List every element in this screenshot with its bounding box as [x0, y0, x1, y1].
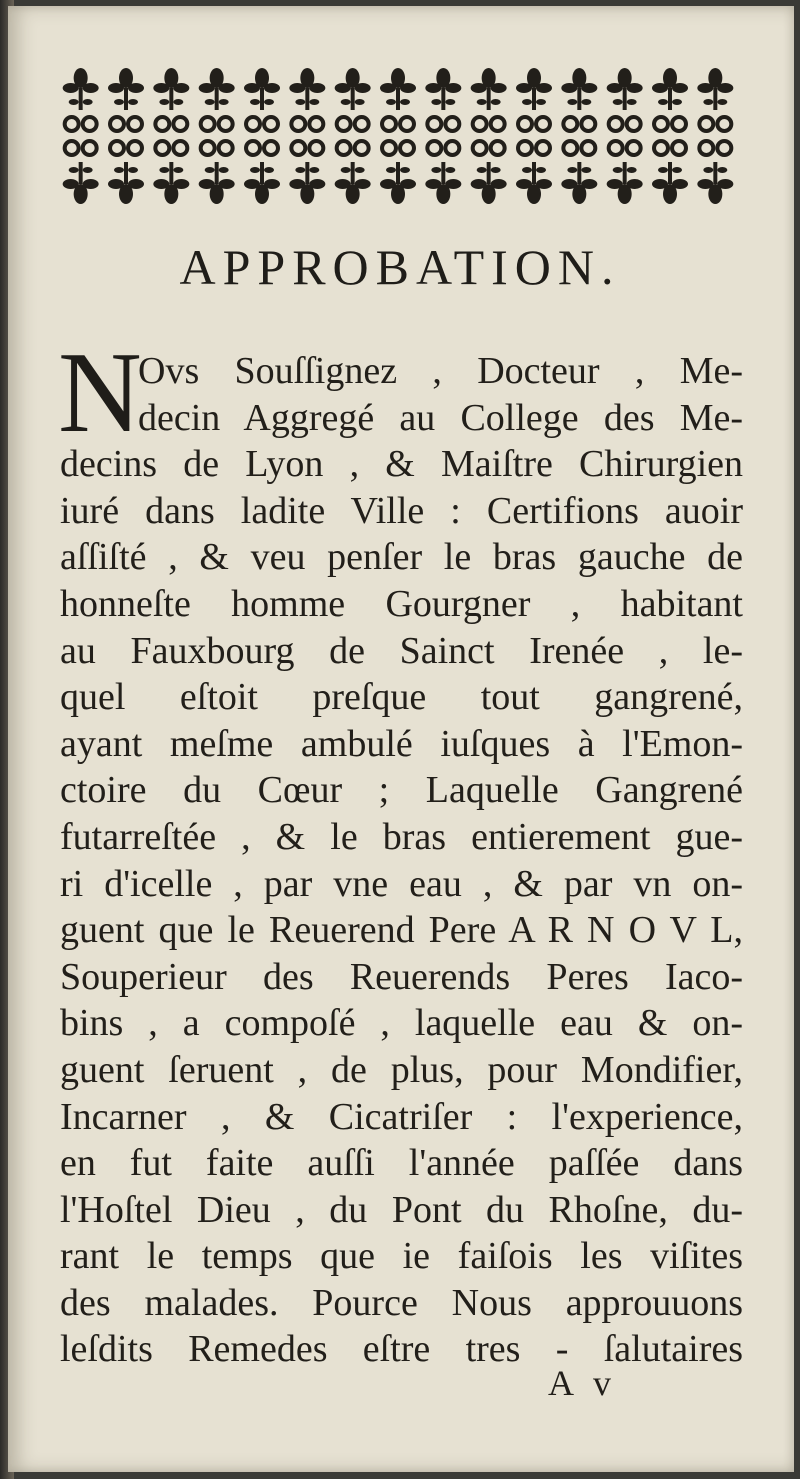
text-line: bins , a compoſé , laquelle eau & on- — [60, 1002, 743, 1045]
fleuron-mark — [561, 162, 597, 204]
text-line: futarreſtée , & le bras entierement gue- — [60, 815, 743, 858]
text-line: Incarner , & Cicatriſer : l'experience, — [60, 1095, 743, 1138]
fleuron-mark — [425, 162, 461, 204]
text-line: Ovs Souſſignez , Docteur , Me- — [138, 350, 743, 392]
fleuron-mark — [289, 162, 325, 204]
approbation-text — [60, 348, 743, 1373]
text-line: iuré dans ladite Ville : Certifions auoir — [60, 489, 743, 532]
scroll-mark — [654, 141, 686, 155]
scroll-mark — [382, 117, 414, 131]
scroll-mark — [563, 141, 595, 155]
scroll-mark — [337, 141, 369, 155]
scroll-mark — [382, 141, 414, 155]
fleuron-mark — [244, 68, 280, 110]
drop-capital: N — [58, 329, 142, 457]
scroll-mark — [155, 141, 187, 155]
scroll-mark — [110, 117, 142, 131]
scroll-mark — [291, 141, 323, 155]
fleuron-mark — [652, 162, 688, 204]
fleuron-mark — [108, 68, 144, 110]
text-line: guent que le Reuerend Pere A R N O V L, — [60, 909, 743, 952]
fleuron-mark — [289, 68, 325, 110]
scroll-mark — [246, 141, 278, 155]
text-line: ctoire du Cœur ; Laquelle Gangrené — [60, 769, 743, 812]
scroll-mark — [563, 117, 595, 131]
fleuron-mark — [516, 68, 552, 110]
text-line: au Fauxbourg de Sainct Irenée , le- — [60, 629, 743, 672]
fleuron-mark — [607, 162, 643, 204]
fleuron-mark — [471, 162, 507, 204]
fleuron-mark — [199, 162, 235, 204]
scroll-mark — [427, 117, 459, 131]
page-title: APPROBATION. — [179, 239, 621, 295]
fleuron-mark — [425, 68, 461, 110]
scroll-mark — [699, 141, 731, 155]
text-line: Souperieur des Reuerends Peres Iaco- — [60, 955, 743, 998]
catchword-signature: A v — [548, 1363, 618, 1403]
fleuron-mark — [199, 68, 235, 110]
scroll-mark — [518, 117, 550, 131]
scroll-mark — [155, 117, 187, 131]
scroll-mark — [699, 117, 731, 131]
text-line: guent ſeruent , de plus, pour Mondifier, — [60, 1048, 743, 1091]
scroll-mark — [65, 117, 97, 131]
scroll-mark — [246, 117, 278, 131]
scroll-mark — [609, 141, 641, 155]
scroll-mark — [291, 117, 323, 131]
text-line: ri d'icelle , par vne eau , & par vn on- — [60, 862, 743, 905]
fleuron-mark — [108, 162, 144, 204]
scroll-mark — [427, 141, 459, 155]
scroll-mark — [201, 117, 233, 131]
fleuron-mark — [335, 68, 371, 110]
fleuron-mark — [697, 68, 733, 110]
fleuron-mark — [471, 68, 507, 110]
fleuron-mark — [380, 162, 416, 204]
scroll-mark — [654, 117, 686, 131]
fleuron-mark — [380, 68, 416, 110]
scroll-mark — [201, 141, 233, 155]
scroll-mark — [337, 117, 369, 131]
fleuron-mark — [697, 162, 733, 204]
fleuron-mark — [607, 68, 643, 110]
text-line: leſdits Remedes eſtre tres - ſalutaires — [60, 1328, 743, 1371]
text-line: ayant meſme ambulé iuſques à l'Emon- — [60, 722, 743, 765]
fleuron-mark — [561, 68, 597, 110]
scroll-mark — [473, 117, 505, 131]
text-line: l'Hoſtel Dieu , du Pont du Rhoſne, du- — [60, 1188, 743, 1231]
floral-headpiece-ornament-icon — [58, 62, 738, 207]
text-line: en fut faite auſſi l'année paſſée dans — [60, 1142, 743, 1185]
text-line: des malades. Pource Nous approuuons — [60, 1281, 743, 1324]
fleuron-mark — [153, 162, 189, 204]
text-line: aſſiſté , & veu penſer le bras gauche de — [60, 536, 743, 579]
fleuron-mark — [652, 68, 688, 110]
fleuron-mark — [335, 162, 371, 204]
scroll-mark — [609, 117, 641, 131]
fleuron-mark — [516, 162, 552, 204]
scroll-mark — [110, 141, 142, 155]
text-line: decin Aggregé au College des Me- — [138, 396, 743, 439]
text-line: honneſte homme Gourgner , habitant — [60, 582, 743, 625]
fleuron-mark — [63, 162, 99, 204]
fleuron-mark — [153, 68, 189, 110]
text-line: decins de Lyon , & Maiſtre Chirurgien — [60, 443, 743, 486]
scroll-mark — [473, 141, 505, 155]
fleuron-mark — [244, 162, 280, 204]
fleuron-mark — [63, 68, 99, 110]
scroll-mark — [518, 141, 550, 155]
scroll-mark — [65, 141, 97, 155]
text-line: quel eſtoit preſque tout gangrené, — [60, 676, 743, 719]
text-line: rant le temps que ie faiſois les viſites — [60, 1235, 743, 1278]
